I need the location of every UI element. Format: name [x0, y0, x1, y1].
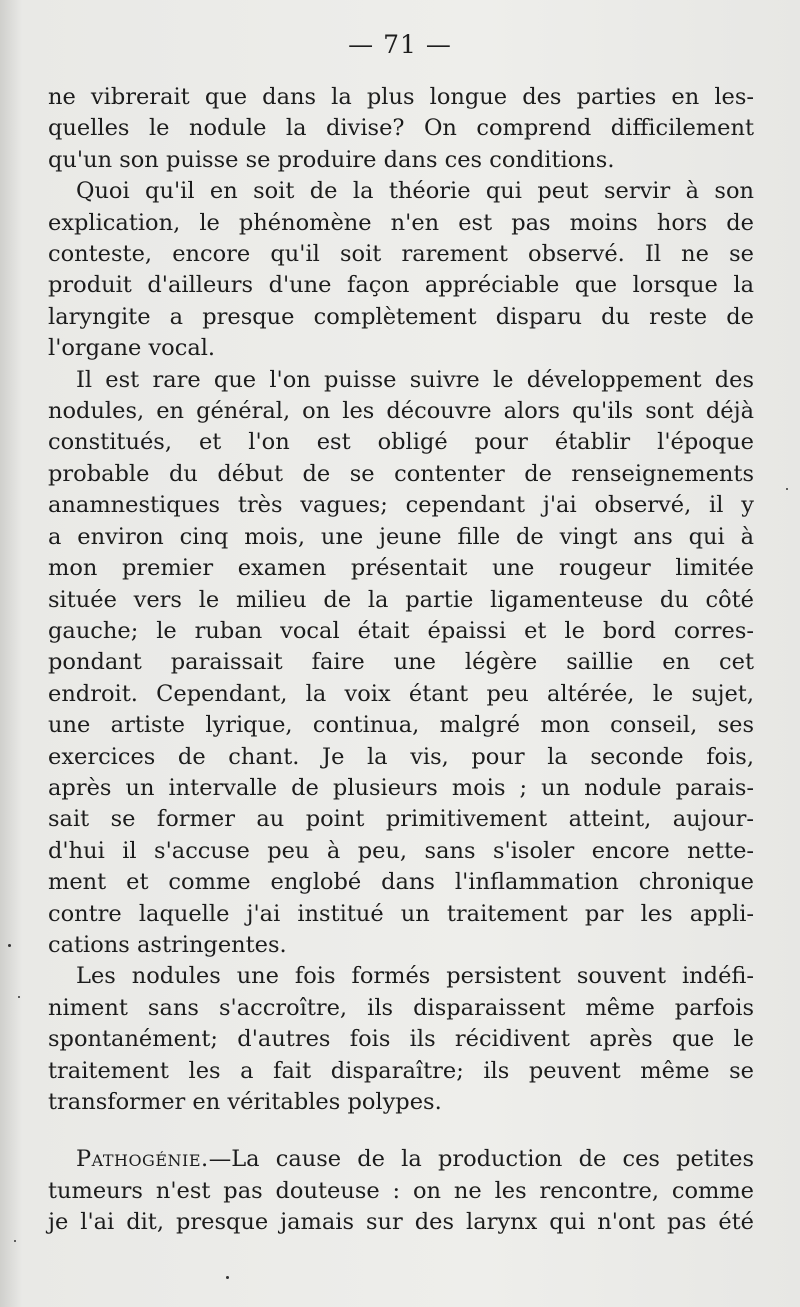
print-speck — [226, 1276, 229, 1279]
text-line: je l'ai dit, presque jamais sur des larynx qui n'ont pas été — [48, 1209, 754, 1236]
text-line: Il est rare que l'on puisse suivre le développement des — [76, 366, 754, 393]
section-heading-continuation: —La cause de la production de ces petites — [208, 1146, 754, 1173]
text-line: Les nodules une fois formés persistent souvent indéfi- — [76, 963, 754, 990]
text-line: ne vibrerait que dans la plus longue des parties en les- — [48, 84, 754, 110]
text-line: conteste, encore qu'il soit rarement observé. Il ne se — [48, 241, 754, 268]
section-pathogenie — [48, 1144, 754, 1238]
paragraph-2 — [48, 176, 754, 364]
text-line: ment et comme englobé dans l'inflammation chronique — [48, 869, 754, 896]
text-line: sait se former au point primitivement atteint, aujour- — [48, 806, 754, 833]
text-line — [48, 1144, 754, 1175]
text-line: a environ cinq mois, une jeune fille de vingt ans qui à — [48, 523, 754, 550]
text-line: cations astringentes. — [48, 931, 287, 958]
text-line: traitement les a fait disparaître; ils peuvent même se — [48, 1057, 754, 1084]
text-line: contre laquelle j'ai institué un traitement par les appli- — [48, 900, 754, 927]
body-text — [48, 82, 754, 1239]
text-line: l'organe vocal. — [48, 335, 216, 362]
paragraph-1 — [48, 82, 754, 176]
text-line: spontanément; d'autres fois ils récidivent après que le — [48, 1026, 754, 1053]
text-line: probable du début de se contenter de renseignements — [48, 460, 754, 487]
text-line: explication, le phénomène n'en est pas moins hors de — [48, 209, 754, 236]
text-line: constitués, et l'on est obligé pour établir l'époque — [48, 429, 754, 456]
text-line: anamnestiques très vagues; cependant j'ai observé, il y — [48, 492, 754, 519]
text-line: d'hui il s'accuse peu à peu, sans s'isoler encore nette- — [48, 837, 754, 864]
section-heading: Pathogénie. — [76, 1146, 209, 1173]
text-line: laryngite a presque complètement disparu du reste de — [48, 303, 754, 330]
text-line: après un intervalle de plusieurs mois ; un nodule parais- — [48, 774, 754, 801]
text-line: produit d'ailleurs d'une façon appréciable que lorsque la — [48, 272, 754, 299]
print-speck — [786, 488, 788, 490]
text-line: exercices de chant. Je la vis, pour la seconde fois, — [48, 743, 754, 770]
print-speck — [18, 996, 20, 998]
paragraph-3 — [48, 365, 754, 962]
text-line: gauche; le ruban vocal était épaissi et le bord corres- — [48, 617, 754, 644]
text-line: tumeurs n'est pas douteuse : on ne les rencontre, comme — [48, 1177, 754, 1204]
text-line: mon premier examen présentait une rougeur limitée — [48, 555, 754, 582]
text-line: qu'un son puisse se produire dans ces conditions. — [48, 146, 615, 173]
paragraph-4 — [48, 961, 754, 1118]
text-line: quelles le nodule la divise? On comprend difficilement — [48, 115, 754, 142]
print-speck — [14, 1240, 16, 1242]
print-speck — [8, 944, 11, 947]
page-number: — 71 — — [348, 30, 452, 59]
text-line: endroit. Cependant, la voix étant peu altérée, le sujet, — [48, 680, 754, 707]
text-line: située vers le milieu de la partie ligamenteuse du côté — [48, 586, 754, 613]
text-line: nodules, en général, on les découvre alors qu'ils sont déjà — [48, 398, 754, 425]
text-line: une artiste lyrique, continua, malgré mon conseil, ses — [48, 712, 754, 739]
text-line: transformer en véritables polypes. — [48, 1089, 442, 1115]
text-line: pondant paraissait faire une légère saillie en cet — [48, 649, 754, 676]
text-line: niment sans s'accroître, ils disparaissent même parfois — [48, 994, 754, 1021]
text-line: Quoi qu'il en soit de la théorie qui peut servir à son — [76, 178, 754, 205]
